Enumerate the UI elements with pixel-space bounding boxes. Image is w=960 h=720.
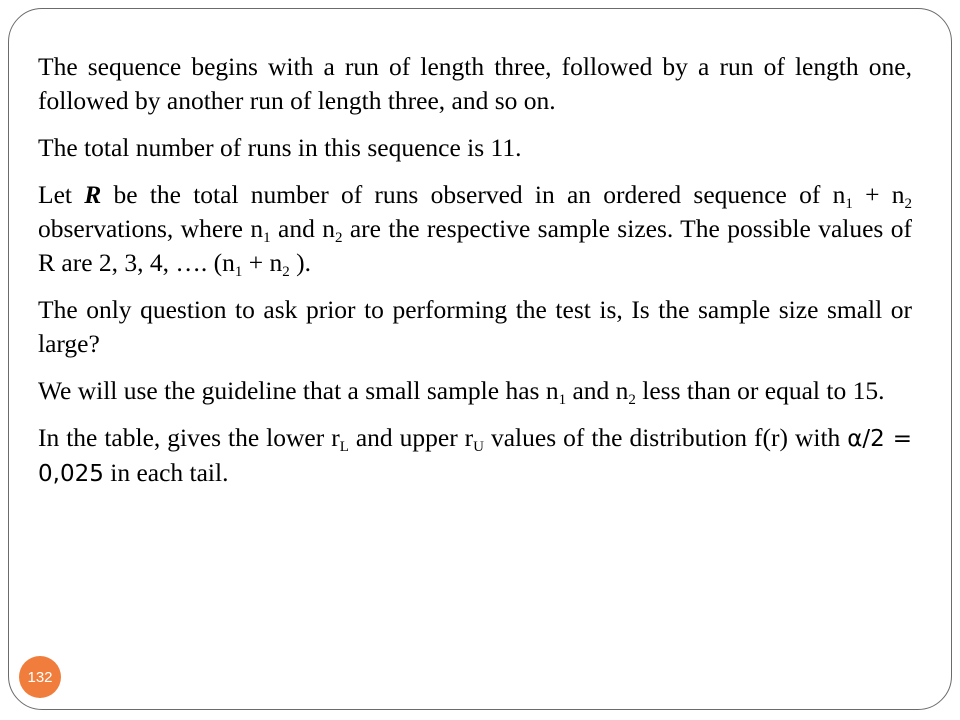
text: observations, where n <box>38 214 264 243</box>
slide-content <box>38 50 912 504</box>
text: Let <box>38 180 85 209</box>
variable-r: R <box>84 180 102 209</box>
text: and n <box>566 376 629 405</box>
text: be the total number of runs observed in an ordered sequence of n <box>101 180 846 209</box>
text: and n <box>270 214 335 243</box>
subscript: 1 <box>263 230 271 246</box>
paragraph-question: The only question to ask prior to performing the test is, Is the sample size small or large? <box>38 295 912 358</box>
text: values of the distribution f(r) with <box>484 423 848 452</box>
text: + n <box>852 180 905 209</box>
paragraph-table-values <box>38 421 912 491</box>
subscript: 1 <box>845 196 853 212</box>
subscript: 2 <box>628 392 636 408</box>
subscript: 1 <box>234 264 243 280</box>
subscript: 2 <box>282 264 290 280</box>
text: less than or equal to 15. <box>635 376 885 405</box>
text: In the table, gives the lower r <box>38 423 340 452</box>
paragraph-total-runs: The total number of runs in this sequence is 11. <box>38 133 522 162</box>
subscript: 1 <box>558 392 567 408</box>
text: We will use the guideline that a small sample has n <box>38 376 559 405</box>
page-number-badge: 132 <box>19 656 61 698</box>
text: ). <box>289 248 312 277</box>
text: and upper r <box>348 423 474 452</box>
alpha-expression: α/2 = 0,025 <box>38 426 912 487</box>
subscript: 2 <box>904 196 912 212</box>
paragraph-run-sequence: The sequence begins with a run of length three, followed by a run of length one, followed by another run of length three, and so on. <box>38 52 912 115</box>
text: are the respective sample sizes. The possible values of R are 2, 3, 4, …. (n <box>38 214 912 277</box>
subscript: L <box>339 439 349 455</box>
text: + n <box>242 248 283 277</box>
paragraph-guideline <box>38 374 912 408</box>
paragraph-definition-r <box>38 178 912 280</box>
subscript: U <box>473 439 485 455</box>
subscript: 2 <box>334 230 343 246</box>
text: in each tail. <box>103 458 229 487</box>
